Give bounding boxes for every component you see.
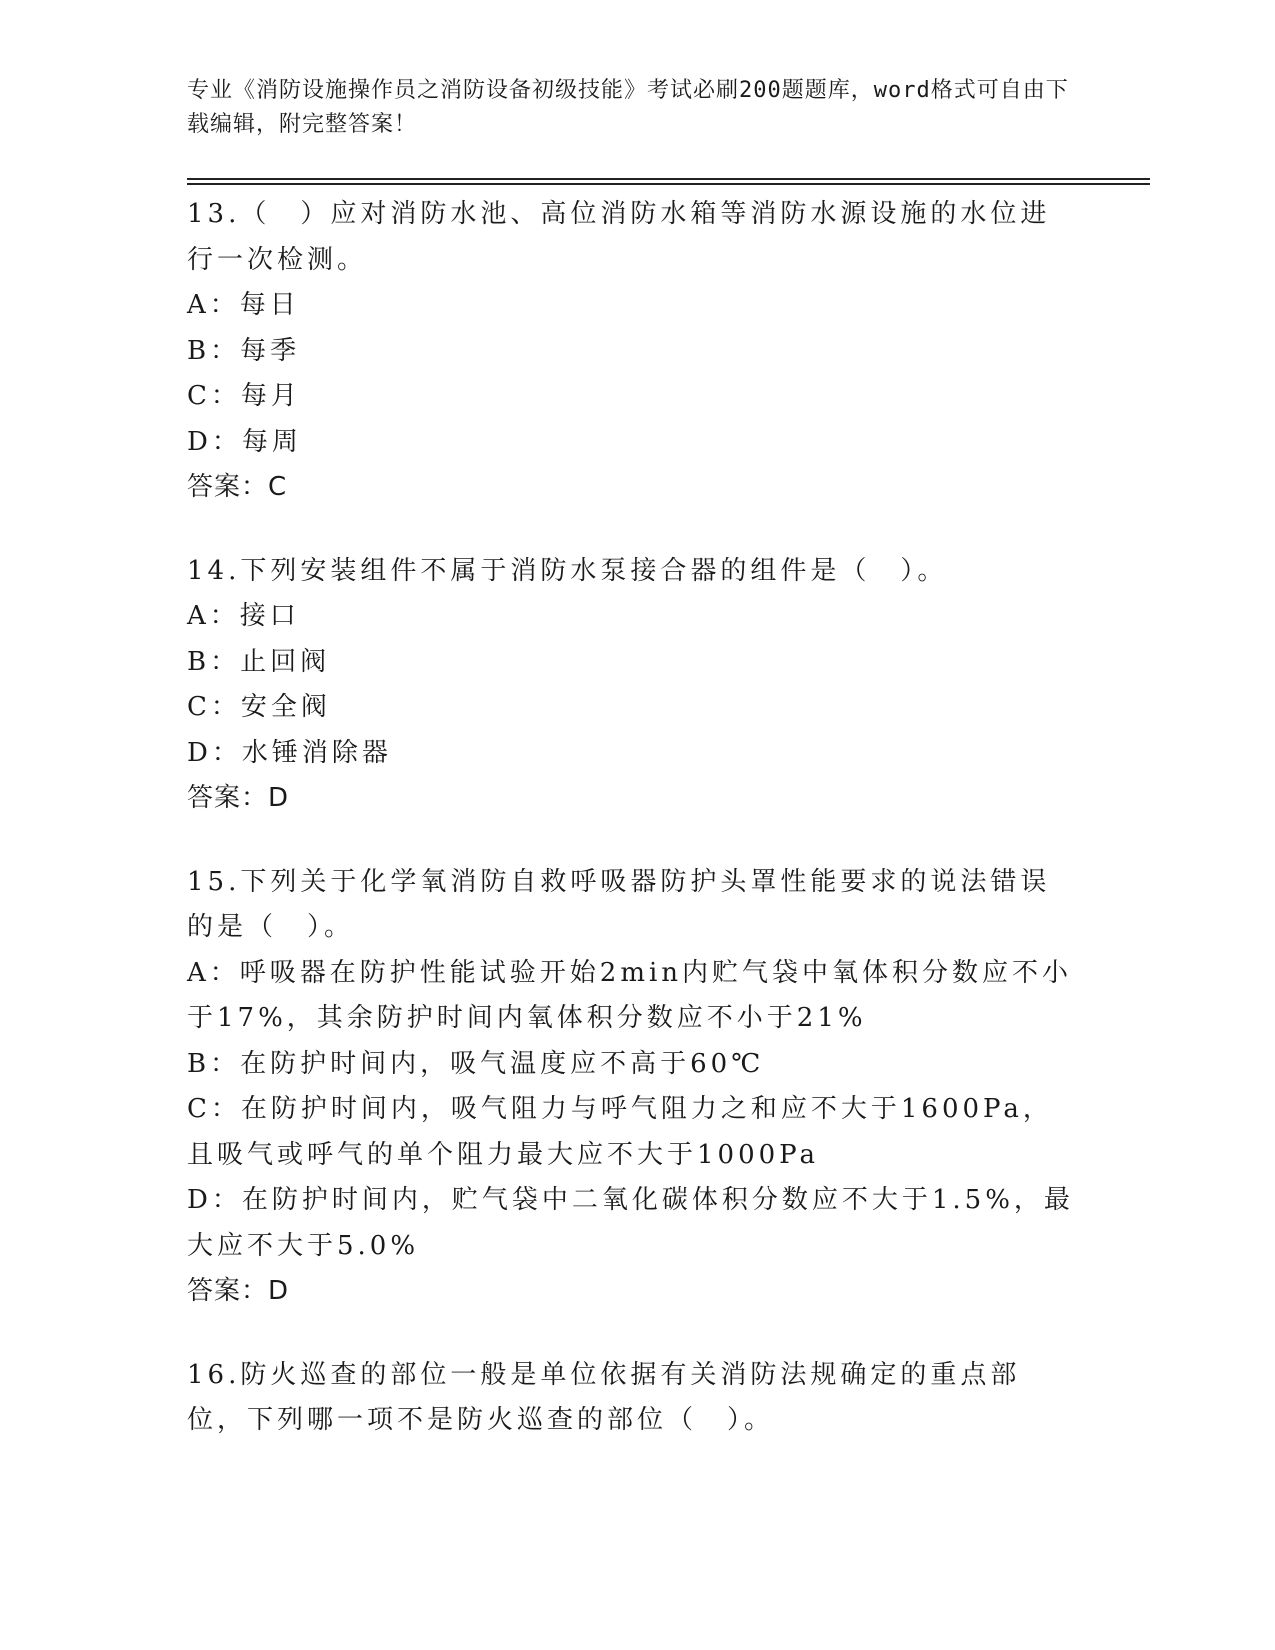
option-c: C：每月 [187, 381, 301, 411]
option-a: A：接口 [187, 601, 300, 631]
option-a: A：每日 [187, 290, 300, 320]
option-d: D：每周 [187, 426, 302, 457]
document-header: 专业《消防设施操作员之消防设备初级技能》考试必刷200题题库，word格式可自由下载编辑，附完整答案！ [187, 78, 1069, 137]
question-stem: 13.（ ）应对消防水池、高位消防水箱等消防水源设施的水位进行一次检测。 [187, 199, 1051, 275]
question-stem: 16.防火巡查的部位一般是单位依据有关消防法规确定的重点部位，下列哪一项不是防火巡查的部位（ ）。 [187, 1359, 1021, 1435]
question-14 [187, 549, 1077, 822]
question-13 [187, 192, 1077, 511]
question-list [187, 192, 1077, 1482]
question-stem: 14.下列安装组件不属于消防水泵接合器的组件是（ ）。 [187, 555, 948, 586]
question-16 [187, 1353, 1077, 1444]
question-stem: 15.下列关于化学氧消防自救呼吸器防护头罩性能要求的说法错误的是（ ）。 [187, 866, 1051, 942]
question-15 [187, 860, 1077, 1315]
option-b: B：在防护时间内，吸气温度应不高于60℃ [187, 1048, 765, 1079]
option-c: C：在防护时间内，吸气阻力与呼气阻力之和应不大于1600Pa，且吸气或呼气的单个阻力最大应不大于1000Pa [187, 1094, 1053, 1170]
option-a: A：呼吸器在防护性能试验开始2min内贮气袋中氧体积分数应不小于17%，其余防护时间内氧体积分数应不小于21% [187, 957, 1073, 1033]
header-rule-bottom [187, 183, 1150, 185]
option-d: D：在防护时间内，贮气袋中二氧化碳体积分数应不大于1.5%，最大应不大于5.0% [187, 1185, 1074, 1261]
option-d: D：水锤消除器 [187, 737, 392, 768]
answer: 答案：D [187, 783, 290, 813]
answer: 答案：D [187, 1276, 290, 1306]
option-b: B：止回阀 [187, 646, 331, 677]
header-rule-top [187, 178, 1150, 180]
option-b: B：每季 [187, 335, 301, 366]
option-c: C：安全阀 [187, 692, 331, 722]
answer: 答案：C [187, 472, 288, 502]
